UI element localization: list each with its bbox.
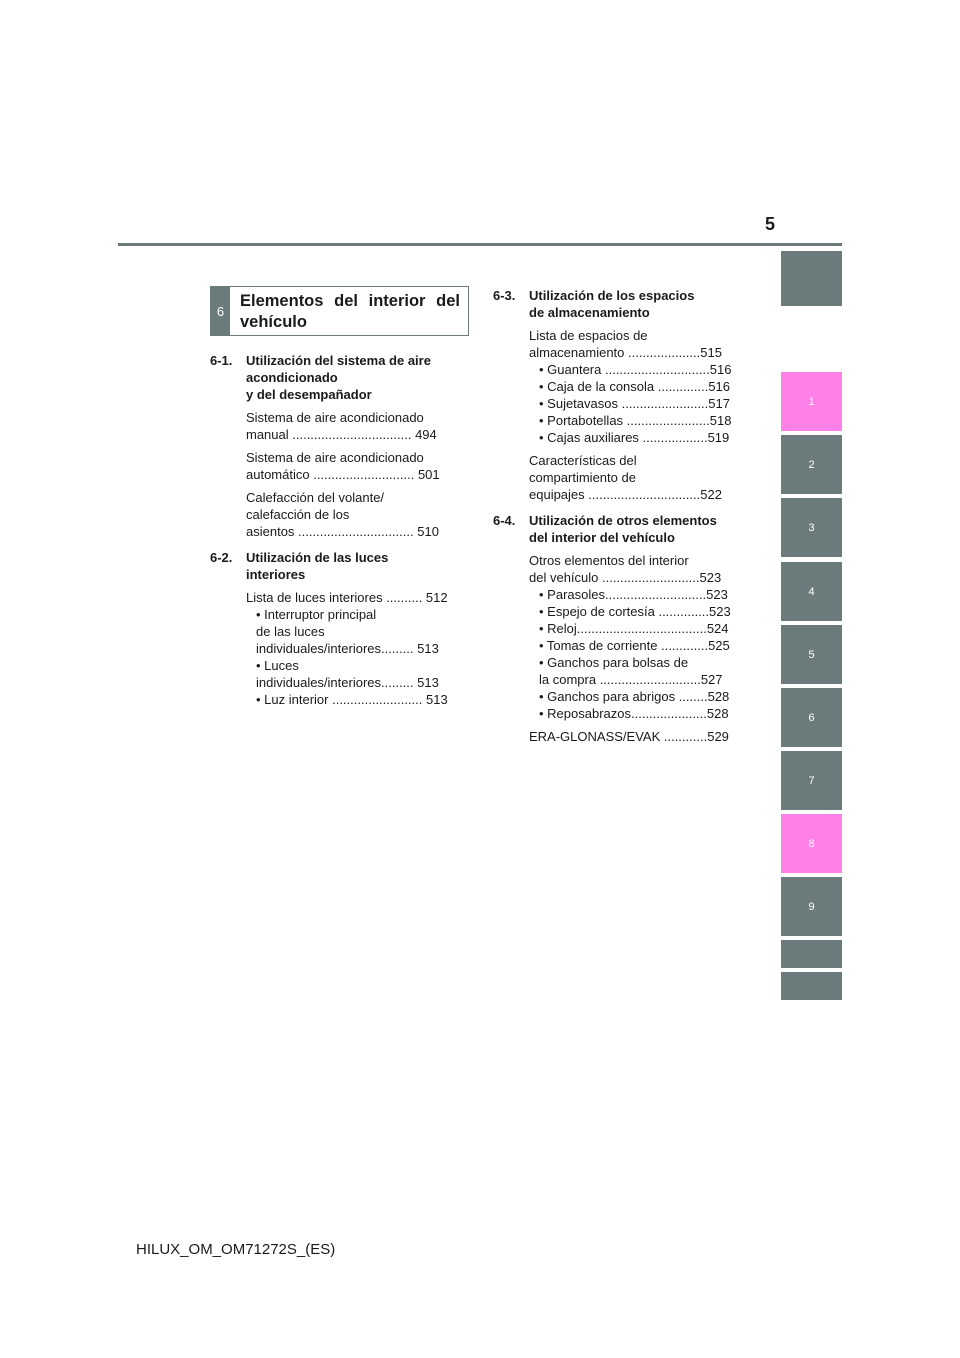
toc-entry-other-elements[interactable]: [529, 552, 743, 586]
toc-entry-heaters[interactable]: [246, 489, 460, 540]
toc-entry-vanity-mirror[interactable]: [539, 603, 743, 620]
chapter-tab-7[interactable]: 7: [781, 751, 842, 810]
toc-entry-text: • Caja de la consola: [539, 379, 655, 394]
toc-leader: ..............: [654, 604, 710, 619]
chapter-tab-blank-top[interactable]: [781, 251, 842, 306]
toc-entry-console-box[interactable]: [539, 378, 743, 395]
toc-entry-page: 510: [417, 524, 439, 539]
toc-entry-page: 515: [700, 345, 722, 360]
toc-entry-text: Lista de luces interiores: [246, 590, 383, 605]
toc-entry-page: 494: [415, 427, 437, 442]
chapter-tabs: [781, 0, 842, 1358]
toc-entry-coat-hooks[interactable]: [539, 688, 743, 705]
toc-leader: .........: [381, 675, 414, 690]
toc-section-6-4[interactable]: [493, 512, 743, 546]
page-footer: HILUX_OM_OM71272S_(ES): [136, 1241, 336, 1258]
toc-section-title: Utilización del sistema de aire acondicionado y del desempañador: [246, 353, 431, 402]
toc-entry-interior-light[interactable]: [256, 691, 460, 708]
toc-entry-text: Características del compartimiento de equipajes: [529, 453, 637, 502]
toc-leader: ...............................: [584, 487, 701, 502]
toc-entry-luggage[interactable]: [529, 452, 743, 503]
toc-leader: ..........: [382, 590, 426, 605]
toc-leader: .............: [657, 638, 709, 653]
toc-leader: .............................: [601, 362, 710, 377]
toc-entry-page: 501: [417, 467, 440, 482]
toc-leader: ...........................: [598, 570, 700, 585]
toc-leader: ....................: [624, 345, 701, 360]
toc-entry-text: • Interruptor principal de las luces individuales/interiores: [256, 607, 382, 656]
toc-entry-glovebox[interactable]: [539, 361, 743, 378]
toc-entry-page: 523: [706, 587, 728, 602]
toc-column-right: [493, 287, 743, 748]
toc-entry-sun-visors[interactable]: [539, 586, 743, 603]
toc-entry-bag-hooks[interactable]: [539, 654, 743, 688]
toc-section-title: Utilización de las luces interiores: [246, 550, 389, 582]
toc-leader: ...........................: [608, 587, 707, 602]
toc-entry-page: 528: [706, 706, 729, 721]
toc-entry-main-switch[interactable]: [256, 606, 460, 657]
toc-entry-text: • Reposabrazos: [539, 706, 631, 721]
toc-column-left: [210, 352, 460, 708]
section-header: [210, 286, 469, 336]
chapter-tab-4[interactable]: 4: [781, 562, 842, 621]
toc-section-6-2[interactable]: [210, 549, 460, 583]
header-rule: [118, 243, 842, 246]
toc-entry-page: 522: [700, 487, 722, 502]
chapter-tab-3[interactable]: 3: [781, 498, 842, 557]
toc-entry-page: 517: [708, 396, 730, 411]
toc-entry-page: 518: [709, 413, 732, 428]
toc-entry-text: • Ganchos para bolsas de la compra: [539, 655, 689, 687]
section-title: Elementos del interior del vehículo: [240, 292, 460, 331]
toc-entry-text: ERA-GLONASS/EVAK: [529, 729, 661, 744]
toc-leader: .................................: [288, 427, 416, 442]
toc-entry-text: Otros elementos del interior del vehículo: [529, 553, 689, 585]
toc-entry-text: Sistema de aire acondicionado manual: [246, 410, 424, 442]
chapter-tab-2[interactable]: 2: [781, 435, 842, 494]
toc-entry-page: 516: [708, 379, 731, 394]
toc-entry-ac-manual[interactable]: [246, 409, 460, 443]
toc-entry-era-glonass[interactable]: [529, 728, 743, 745]
toc-entry-text: • Espejo de cortesía: [539, 604, 655, 619]
toc-entry-text: • Sujetavasos: [539, 396, 618, 411]
toc-leader: ................................: [294, 524, 418, 539]
toc-leader: .......................: [623, 413, 710, 428]
toc-entry-page: 528: [707, 689, 730, 704]
toc-entry-lights-list[interactable]: [246, 589, 460, 606]
toc-leader: ........................: [617, 396, 709, 411]
chapter-tab-blank-index[interactable]: [781, 940, 842, 968]
toc-section-id: 6-2.: [210, 550, 233, 565]
toc-entry-ac-auto[interactable]: [246, 449, 460, 483]
toc-section-id: 6-3.: [493, 288, 516, 303]
toc-entry-power-outlets[interactable]: [539, 637, 743, 654]
toc-entry-text: • Portabotellas: [539, 413, 624, 428]
toc-leader: ........: [675, 689, 708, 704]
chapter-tab-5[interactable]: 5: [781, 625, 842, 684]
toc-entry-armrests[interactable]: [539, 705, 743, 722]
toc-entry-individual-lights[interactable]: [256, 657, 460, 691]
toc-entry-page: 529: [707, 729, 729, 744]
toc-entry-text: • Parasoles.: [539, 587, 609, 602]
toc-entry-text: • Guantera: [539, 362, 602, 377]
toc-leader: .....................: [631, 706, 707, 721]
section-number: 6: [211, 287, 230, 335]
toc-entry-page: 524: [706, 621, 729, 636]
toc-entry-storage-list[interactable]: [529, 327, 743, 361]
toc-section-title: Utilización de otros elementos del interior del vehículo: [529, 513, 717, 545]
toc-leader: ....................................: [576, 621, 707, 636]
toc-entry-page: 523: [699, 570, 722, 585]
toc-entry-page: 513: [426, 692, 448, 707]
toc-entry-text: Calefacción del volante/ calefacción de los asientos: [246, 490, 385, 539]
toc-entry-cup-holders[interactable]: [539, 395, 743, 412]
toc-entry-text: Sistema de aire acondicionado automático: [246, 450, 424, 482]
toc-entry-text: • Ganchos para abrigos: [539, 689, 676, 704]
toc-leader: ............: [660, 729, 708, 744]
toc-entry-page: 512: [425, 590, 448, 605]
toc-entry-page: 527: [700, 672, 723, 687]
toc-entry-page: 513: [417, 641, 439, 656]
toc-entry-text: • Luces individuales/interiores: [256, 658, 382, 690]
toc-entry-page: 525: [708, 638, 730, 653]
toc-section-id: 6-1.: [210, 353, 233, 368]
chapter-tab-blank-end[interactable]: [781, 972, 842, 1000]
toc-entry-text: • Cajas auxiliares: [539, 430, 639, 445]
toc-entry-clock[interactable]: [539, 620, 743, 637]
toc-section-6-3[interactable]: [493, 287, 743, 321]
toc-leader: ..................: [638, 430, 708, 445]
chapter-tab-9[interactable]: 9: [781, 877, 842, 936]
toc-section-title: Utilización de los espacios de almacenamiento: [529, 288, 695, 320]
toc-entry-page: 516: [709, 362, 732, 377]
toc-leader: .........: [381, 641, 414, 656]
toc-leader: ............................: [596, 672, 701, 687]
toc-entry-bottle-holders[interactable]: [539, 412, 743, 429]
chapter-tab-1[interactable]: 1: [781, 372, 842, 431]
toc-entry-text: Lista de espacios de almacenamiento: [529, 328, 648, 360]
toc-entry-page: 513: [417, 675, 439, 690]
toc-entry-text: • Luz interior: [256, 692, 329, 707]
chapter-tab-8[interactable]: 8: [781, 814, 842, 873]
toc-leader: .........................: [328, 692, 427, 707]
toc-entry-aux-boxes[interactable]: [539, 429, 743, 446]
toc-entry-page: 523: [709, 604, 731, 619]
toc-entry-text: • Reloj: [539, 621, 577, 636]
toc-section-id: 6-4.: [493, 513, 516, 528]
toc-leader: ............................: [309, 467, 418, 482]
toc-entry-page: 519: [707, 430, 730, 445]
page-number: 5: [764, 214, 775, 234]
chapter-tab-6[interactable]: 6: [781, 688, 842, 747]
toc-entry-text: • Tomas de corriente: [539, 638, 658, 653]
toc-section-6-1[interactable]: [210, 352, 460, 403]
toc-leader: ..............: [654, 379, 709, 394]
